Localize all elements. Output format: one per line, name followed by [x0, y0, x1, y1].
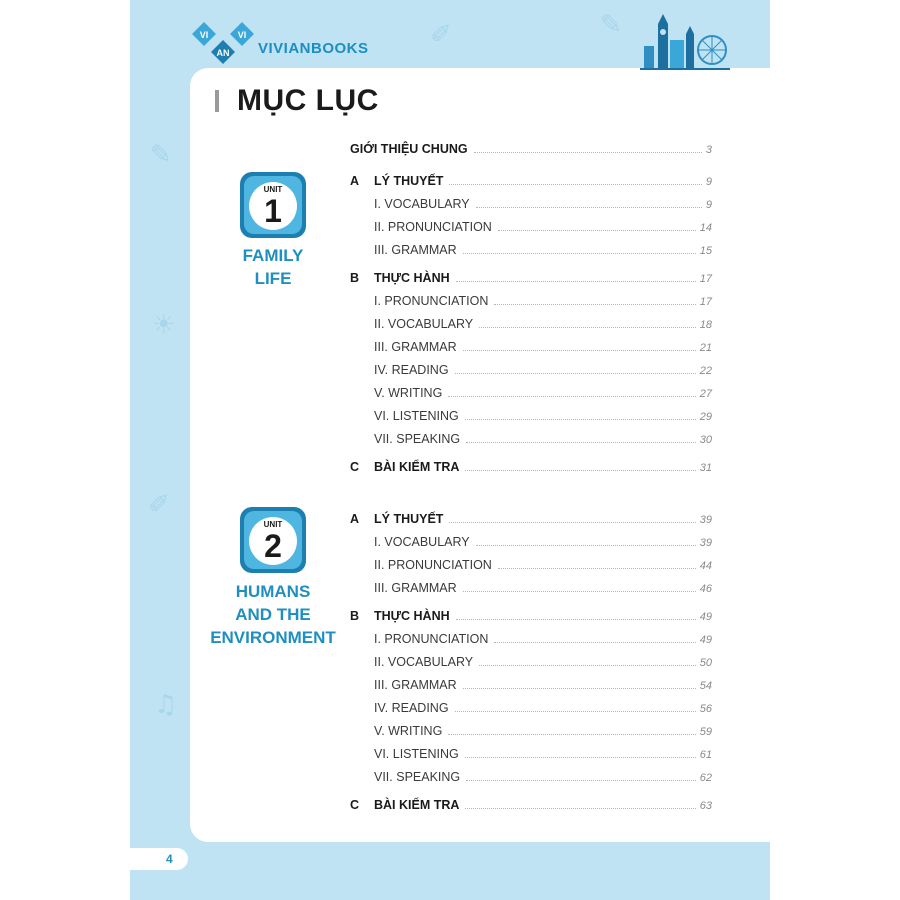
dot-leader	[498, 568, 696, 569]
toc-subitem	[350, 336, 712, 354]
toc-subitem	[350, 239, 712, 257]
dot-leader	[463, 591, 696, 592]
dot-leader	[498, 230, 696, 231]
unit-title-line: LIFE	[254, 269, 292, 288]
toc-subitem	[350, 313, 712, 331]
toc-subitem	[350, 651, 712, 669]
dot-leader	[448, 396, 695, 397]
dot-leader	[494, 642, 695, 643]
toc-page-number: 27	[699, 388, 712, 400]
toc-page-number: 49	[699, 634, 712, 646]
page-title: MỤC LỤC	[237, 84, 379, 117]
toc-page-number: 17	[699, 273, 712, 285]
toc-page-number: 3	[705, 144, 712, 156]
toc-subitem	[350, 674, 712, 692]
toc-page-number: 17	[699, 296, 712, 308]
dot-leader	[463, 350, 696, 351]
toc-page-number: 59	[699, 726, 712, 738]
dot-leader	[479, 327, 696, 328]
unit-title-line: AND THE	[235, 605, 311, 624]
toc-label: VI. LISTENING	[374, 409, 459, 423]
section-letter: A	[350, 174, 360, 188]
toc-subitem	[350, 697, 712, 715]
section-letter: B	[350, 609, 360, 623]
dot-leader	[474, 152, 702, 153]
dot-leader	[456, 619, 696, 620]
dot-leader	[465, 419, 696, 420]
toc-page-number: 46	[699, 583, 712, 595]
toc-label: LÝ THUYẾT	[374, 512, 444, 526]
toc-page-number: 62	[699, 772, 712, 784]
toc-subitem	[350, 554, 712, 572]
toc-page-number: 50	[699, 657, 712, 669]
unit-number: 1	[264, 193, 282, 229]
unit-title	[193, 580, 353, 649]
toc-label: BÀI KIỂM TRA	[374, 798, 460, 812]
toc-subitem	[350, 743, 712, 761]
toc-label: I. VOCABULARY	[374, 535, 470, 549]
toc-page-number: 31	[699, 462, 712, 474]
section-letter: C	[350, 798, 360, 812]
toc-label: II. PRONUNCIATION	[374, 558, 492, 572]
toc-label: III. GRAMMAR	[374, 243, 457, 257]
toc-label: II. VOCABULARY	[374, 317, 474, 331]
unit-word: UNIT	[263, 520, 283, 529]
toc-page-number: 22	[699, 365, 712, 377]
toc-page-number: 44	[699, 560, 712, 572]
toc-section	[350, 456, 712, 474]
toc-label: I. PRONUNCIATION	[374, 632, 489, 646]
toc-label: V. WRITING	[374, 386, 443, 400]
toc-page-number: 29	[699, 411, 712, 423]
toc-page-number: 49	[699, 611, 712, 623]
logo-letter-3: AN	[216, 48, 230, 58]
toc-subitem	[350, 216, 712, 234]
toc-page-number: 30	[699, 434, 712, 446]
toc-label: VII. SPEAKING	[374, 432, 461, 446]
toc-page-number: 9	[705, 176, 712, 188]
toc-label: III. GRAMMAR	[374, 678, 457, 692]
section-letter: A	[350, 512, 360, 526]
toc-label: V. WRITING	[374, 724, 443, 738]
unit-title-line: FAMILY	[242, 246, 304, 265]
toc-subitem	[350, 577, 712, 595]
toc-subitem	[350, 720, 712, 738]
unit-title-line: HUMANS	[235, 582, 311, 601]
toc-page-number: 18	[699, 319, 712, 331]
toc-subitem	[350, 628, 712, 646]
toc-label: I. VOCABULARY	[374, 197, 470, 211]
toc-subitem	[350, 405, 712, 423]
toc-label: THỰC HÀNH	[374, 609, 450, 623]
toc-section	[350, 267, 712, 285]
toc-subitem	[350, 359, 712, 377]
toc-label: III. GRAMMAR	[374, 340, 457, 354]
dot-leader	[479, 665, 696, 666]
page-background: ✎ ☀ ✐ ♫ ✎ ✐	[130, 0, 770, 900]
toc-section	[350, 170, 712, 188]
dot-leader	[466, 442, 696, 443]
toc-label: I. PRONUNCIATION	[374, 294, 489, 308]
toc-page-number: 39	[699, 514, 712, 526]
toc-label: IV. READING	[374, 701, 449, 715]
toc-subitem	[350, 382, 712, 400]
toc-subitem	[350, 193, 712, 211]
dot-leader	[449, 522, 695, 523]
toc-label: GIỚI THIỆU CHUNG	[350, 142, 468, 156]
toc-page-number: 56	[699, 703, 712, 715]
toc-label: BÀI KIỂM TRA	[374, 460, 460, 474]
toc-page-number: 61	[699, 749, 712, 761]
unit-number: 2	[264, 528, 282, 564]
toc-label: II. PRONUNCIATION	[374, 220, 492, 234]
dot-leader	[463, 688, 696, 689]
toc-label: III. GRAMMAR	[374, 581, 457, 595]
dot-leader	[455, 373, 696, 374]
toc-section	[350, 794, 712, 812]
dot-leader	[449, 184, 701, 185]
logo-letter-2: VI	[237, 30, 247, 40]
page-number: 4	[130, 848, 188, 870]
unit-badge	[238, 170, 308, 240]
toc-page-number: 21	[699, 342, 712, 354]
dot-leader	[465, 808, 695, 809]
dot-leader	[448, 734, 695, 735]
toc-subitem	[350, 428, 712, 446]
toc-section	[350, 605, 712, 623]
unit-title	[193, 244, 353, 290]
dot-leader	[466, 780, 696, 781]
unit-badge	[238, 505, 308, 575]
toc-page-number: 54	[699, 680, 712, 692]
toc-label: II. VOCABULARY	[374, 655, 474, 669]
dot-leader	[494, 304, 695, 305]
dot-leader	[465, 470, 695, 471]
toc-page-number: 14	[699, 222, 712, 234]
toc-label: LÝ THUYẾT	[374, 174, 444, 188]
section-letter: C	[350, 460, 360, 474]
toc-page-number: 9	[705, 199, 712, 211]
toc-intro	[350, 138, 712, 156]
dot-leader	[476, 207, 702, 208]
logo-letter-1: VI	[199, 30, 209, 40]
toc-page-number: 39	[699, 537, 712, 549]
section-letter: B	[350, 271, 360, 285]
brand-name: VIVIANBOOKS	[258, 40, 369, 57]
london-skyline-icon	[640, 12, 730, 70]
toc-subitem	[350, 290, 712, 308]
toc-label: VII. SPEAKING	[374, 770, 461, 784]
dot-leader	[463, 253, 696, 254]
toc-label: VI. LISTENING	[374, 747, 459, 761]
vivian-logo	[190, 20, 256, 68]
toc-subitem	[350, 766, 712, 784]
dot-leader	[455, 711, 696, 712]
dot-leader	[456, 281, 696, 282]
toc-label: THỰC HÀNH	[374, 271, 450, 285]
toc-label: IV. READING	[374, 363, 449, 377]
unit-title-line: ENVIRONMENT	[210, 628, 336, 647]
toc-subitem	[350, 531, 712, 549]
toc-page-number: 15	[699, 245, 712, 257]
dot-leader	[465, 757, 696, 758]
unit-word: UNIT	[263, 185, 283, 194]
toc-section	[350, 508, 712, 526]
dot-leader	[476, 545, 696, 546]
toc-page-number: 63	[699, 800, 712, 812]
title-accent-bar	[215, 90, 219, 112]
